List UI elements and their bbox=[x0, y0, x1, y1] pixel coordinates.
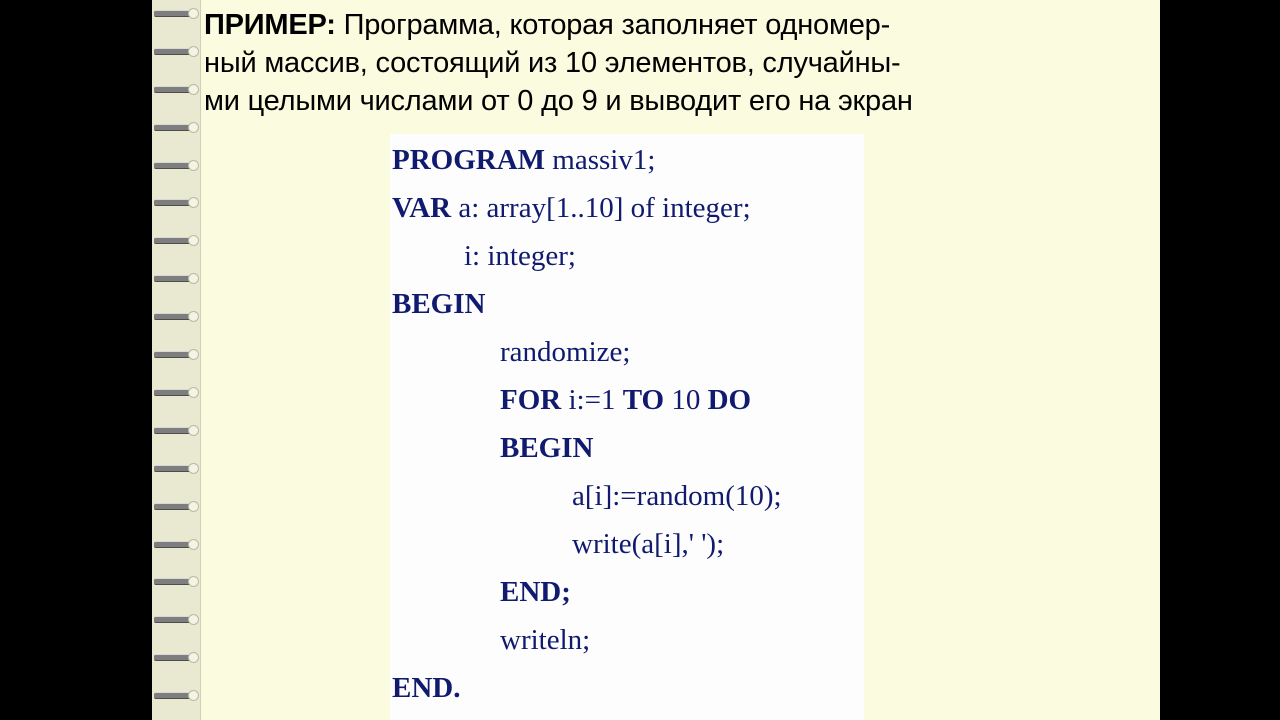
code-line bbox=[392, 280, 1132, 328]
code-text: i: integer; bbox=[464, 240, 576, 272]
code-keyword: DO bbox=[707, 384, 752, 416]
code-text: i:=1 bbox=[561, 384, 623, 416]
code-line bbox=[392, 424, 1132, 472]
spiral-ring bbox=[154, 311, 198, 320]
code-keyword: BEGIN bbox=[500, 432, 594, 464]
spiral-ring bbox=[154, 690, 198, 699]
code-keyword: END; bbox=[500, 576, 571, 608]
code-text: 10 bbox=[664, 384, 708, 416]
code-keyword: END. bbox=[392, 672, 461, 704]
code-line bbox=[392, 232, 1132, 280]
spiral-ring-hole bbox=[188, 197, 199, 208]
spiral-ring bbox=[154, 160, 198, 169]
code-text: a[i]:=random(10); bbox=[572, 480, 782, 512]
spiral-ring bbox=[154, 463, 198, 472]
spiral-ring bbox=[154, 273, 198, 282]
spiral-ring bbox=[154, 349, 198, 358]
code-text: massiv1; bbox=[545, 144, 656, 176]
spiral-ring bbox=[154, 197, 198, 206]
code-keyword: TO bbox=[622, 384, 665, 416]
code-keyword: FOR bbox=[500, 384, 562, 416]
spiral-ring bbox=[154, 84, 198, 93]
pascal-code-block bbox=[392, 136, 1132, 712]
spiral-ring bbox=[154, 576, 198, 585]
spiral-ring-hole bbox=[188, 614, 199, 625]
spiral-ring bbox=[154, 501, 198, 510]
code-line bbox=[392, 136, 1132, 184]
spiral-ring-hole bbox=[188, 652, 199, 663]
spiral-ring-hole bbox=[188, 46, 199, 57]
spiral-ring bbox=[154, 46, 198, 55]
spiral-ring-hole bbox=[188, 501, 199, 512]
spiral-ring-hole bbox=[188, 160, 199, 171]
spiral-ring-hole bbox=[188, 8, 199, 19]
spiral-binding bbox=[152, 0, 201, 720]
code-line bbox=[392, 616, 1132, 664]
spiral-ring bbox=[154, 425, 198, 434]
code-line bbox=[392, 328, 1132, 376]
code-line bbox=[392, 376, 1132, 424]
spiral-ring bbox=[154, 8, 198, 17]
spiral-ring-hole bbox=[188, 273, 199, 284]
code-text: write(a[i],' '); bbox=[572, 528, 725, 560]
spiral-ring bbox=[154, 652, 198, 661]
code-line bbox=[392, 568, 1132, 616]
spiral-ring-hole bbox=[188, 122, 199, 133]
spiral-ring bbox=[154, 235, 198, 244]
example-label: ПРИМЕР: bbox=[204, 9, 336, 41]
code-line bbox=[392, 520, 1132, 568]
spiral-ring-hole bbox=[188, 690, 199, 701]
example-heading-line3: ми целыми числами от 0 до 9 и выводит его на экран bbox=[204, 85, 913, 117]
example-heading bbox=[204, 6, 1116, 120]
example-heading-line1: Программа, которая заполняет одномер- bbox=[335, 9, 891, 41]
code-keyword: PROGRAM bbox=[392, 144, 546, 176]
code-line bbox=[392, 664, 1132, 712]
spiral-ring bbox=[154, 614, 198, 623]
spiral-ring-hole bbox=[188, 349, 199, 360]
spiral-ring-hole bbox=[188, 425, 199, 436]
spiral-ring-hole bbox=[188, 84, 199, 95]
code-keyword: BEGIN bbox=[392, 288, 486, 320]
code-text: writeln; bbox=[500, 624, 591, 656]
code-line bbox=[392, 472, 1132, 520]
spiral-ring-hole bbox=[188, 387, 199, 398]
spiral-ring-hole bbox=[188, 539, 199, 550]
code-keyword: VAR bbox=[392, 192, 452, 224]
spiral-ring bbox=[154, 122, 198, 131]
spiral-ring-hole bbox=[188, 311, 199, 322]
code-text: randomize; bbox=[500, 336, 631, 368]
code-text: a: array[1..10] of integer; bbox=[451, 192, 751, 224]
example-heading-line2: ный массив, состоящий из 10 элементов, случайны- bbox=[204, 47, 901, 79]
spiral-ring-hole bbox=[188, 576, 199, 587]
spiral-ring bbox=[154, 387, 198, 396]
spiral-ring-hole bbox=[188, 235, 199, 246]
code-line bbox=[392, 184, 1132, 232]
spiral-ring bbox=[154, 539, 198, 548]
spiral-ring-hole bbox=[188, 463, 199, 474]
